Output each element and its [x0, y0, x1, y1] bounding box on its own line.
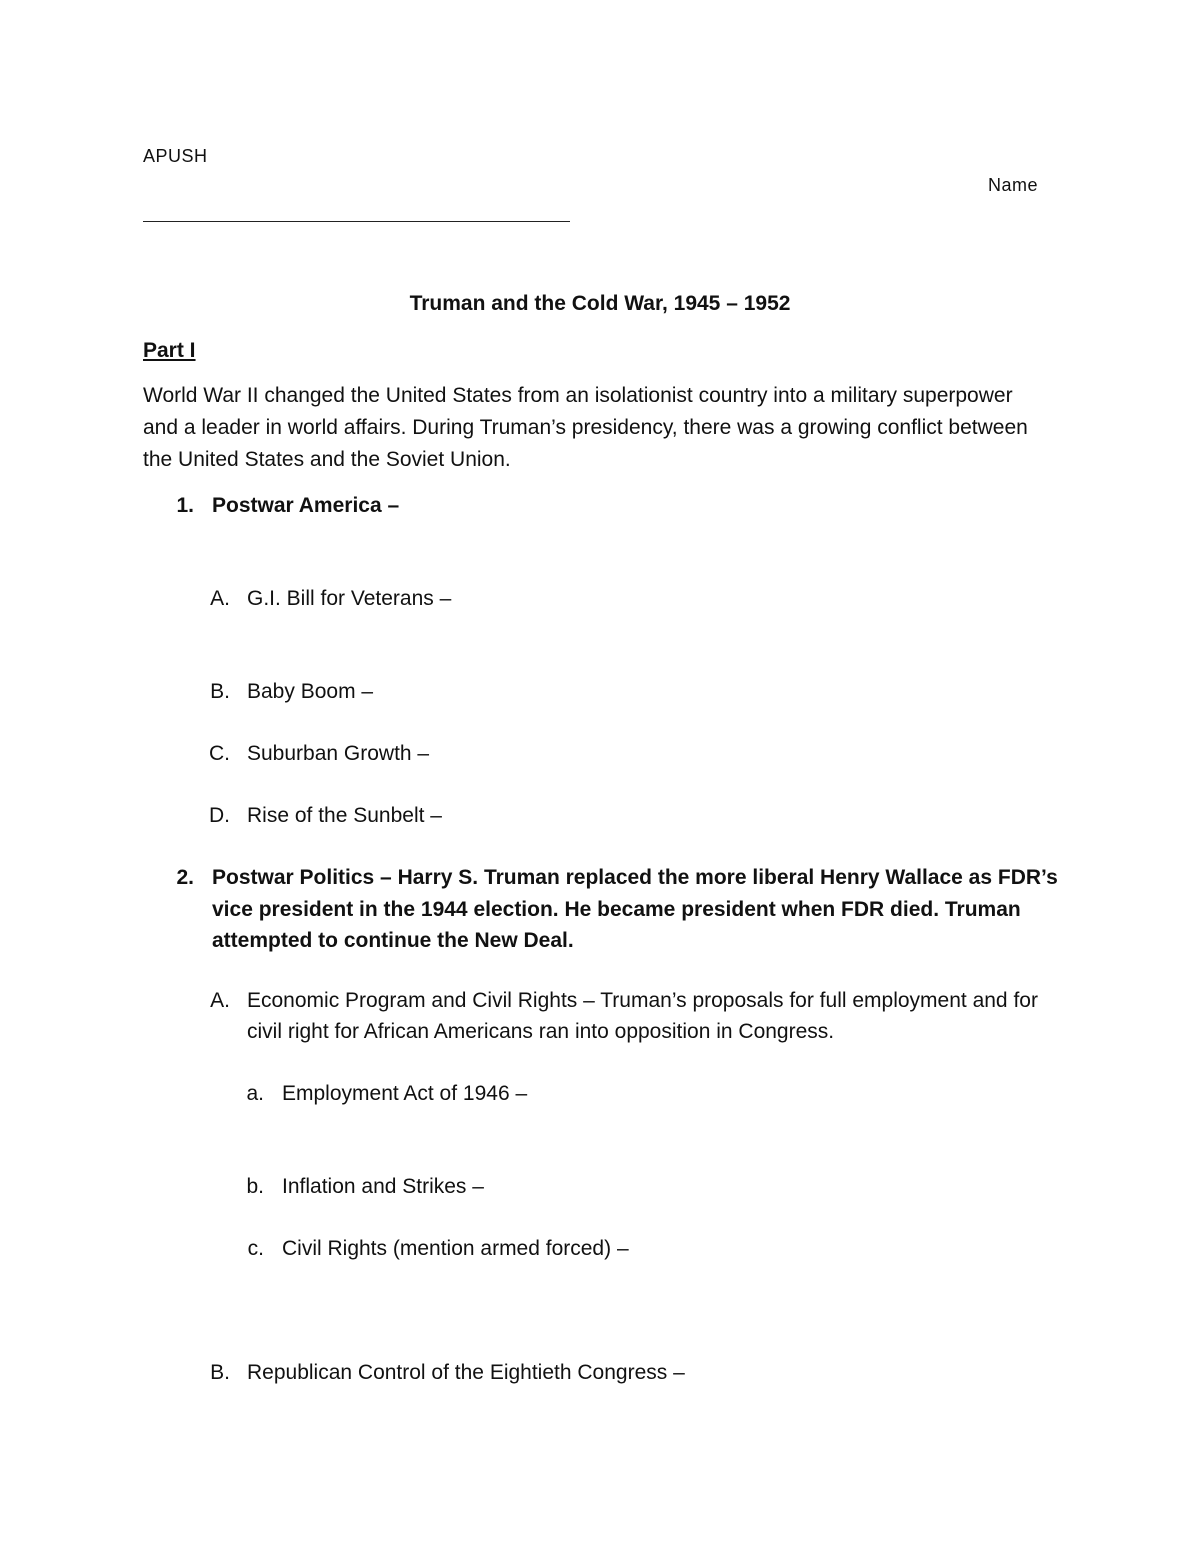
page-title: Truman and the Cold War, 1945 – 1952	[409, 292, 791, 315]
subitem-a-text: Employment Act of 1946 –	[282, 1082, 528, 1105]
course-label: APUSH	[143, 146, 208, 166]
subitem-c-mark: c.	[247, 1237, 264, 1260]
section-2-heading-line-1: Postwar Politics – Harry S. Truman replaced the more liberal Henry Wallace as FDR’s	[212, 866, 1058, 889]
section-2-heading-line-3: attempted to continue the New Deal.	[212, 929, 574, 952]
intro-line-3: the United States and the Soviet Union.	[143, 448, 511, 471]
item-2a-mark: A.	[210, 989, 230, 1012]
intro-line-2: and a leader in world affairs. During Truman’s presidency, there was a growing conflict between	[143, 416, 1028, 439]
intro-line-1: World War II changed the United States from an isolationist country into a military superpower	[143, 384, 1013, 407]
section-2-number: 2.	[176, 866, 194, 889]
name-label: Name	[988, 175, 1039, 195]
item-1b-mark: B.	[210, 680, 230, 703]
item-2b-text: Republican Control of the Eightieth Congress –	[247, 1361, 685, 1384]
item-1c-text: Suburban Growth –	[247, 742, 430, 765]
part-label: Part I	[143, 339, 196, 362]
subitem-c-text: Civil Rights (mention armed forced) –	[282, 1237, 629, 1260]
section-2-heading-line-2: vice president in the 1944 election. He became president when FDR died. Truman	[212, 898, 1021, 921]
item-1d-mark: D.	[209, 804, 230, 827]
section-1-heading: Postwar America –	[212, 494, 400, 517]
item-2a-line-2: civil right for African Americans ran into opposition in Congress.	[247, 1020, 835, 1043]
subitem-b-mark: b.	[246, 1175, 264, 1198]
name-blank-line	[143, 221, 570, 222]
subitem-a-mark: a.	[246, 1082, 264, 1105]
item-1d-text: Rise of the Sunbelt –	[247, 804, 442, 827]
item-1c-mark: C.	[209, 742, 230, 765]
item-1a-text: G.I. Bill for Veterans –	[247, 587, 452, 610]
section-1-number: 1.	[176, 494, 194, 517]
item-1b-text: Baby Boom –	[247, 680, 374, 703]
item-2b-mark: B.	[210, 1361, 230, 1384]
item-2a-line-1: Economic Program and Civil Rights – Truman’s proposals for full employment and for	[247, 989, 1038, 1012]
subitem-b-text: Inflation and Strikes –	[282, 1175, 484, 1198]
item-1a-mark: A.	[210, 587, 230, 610]
